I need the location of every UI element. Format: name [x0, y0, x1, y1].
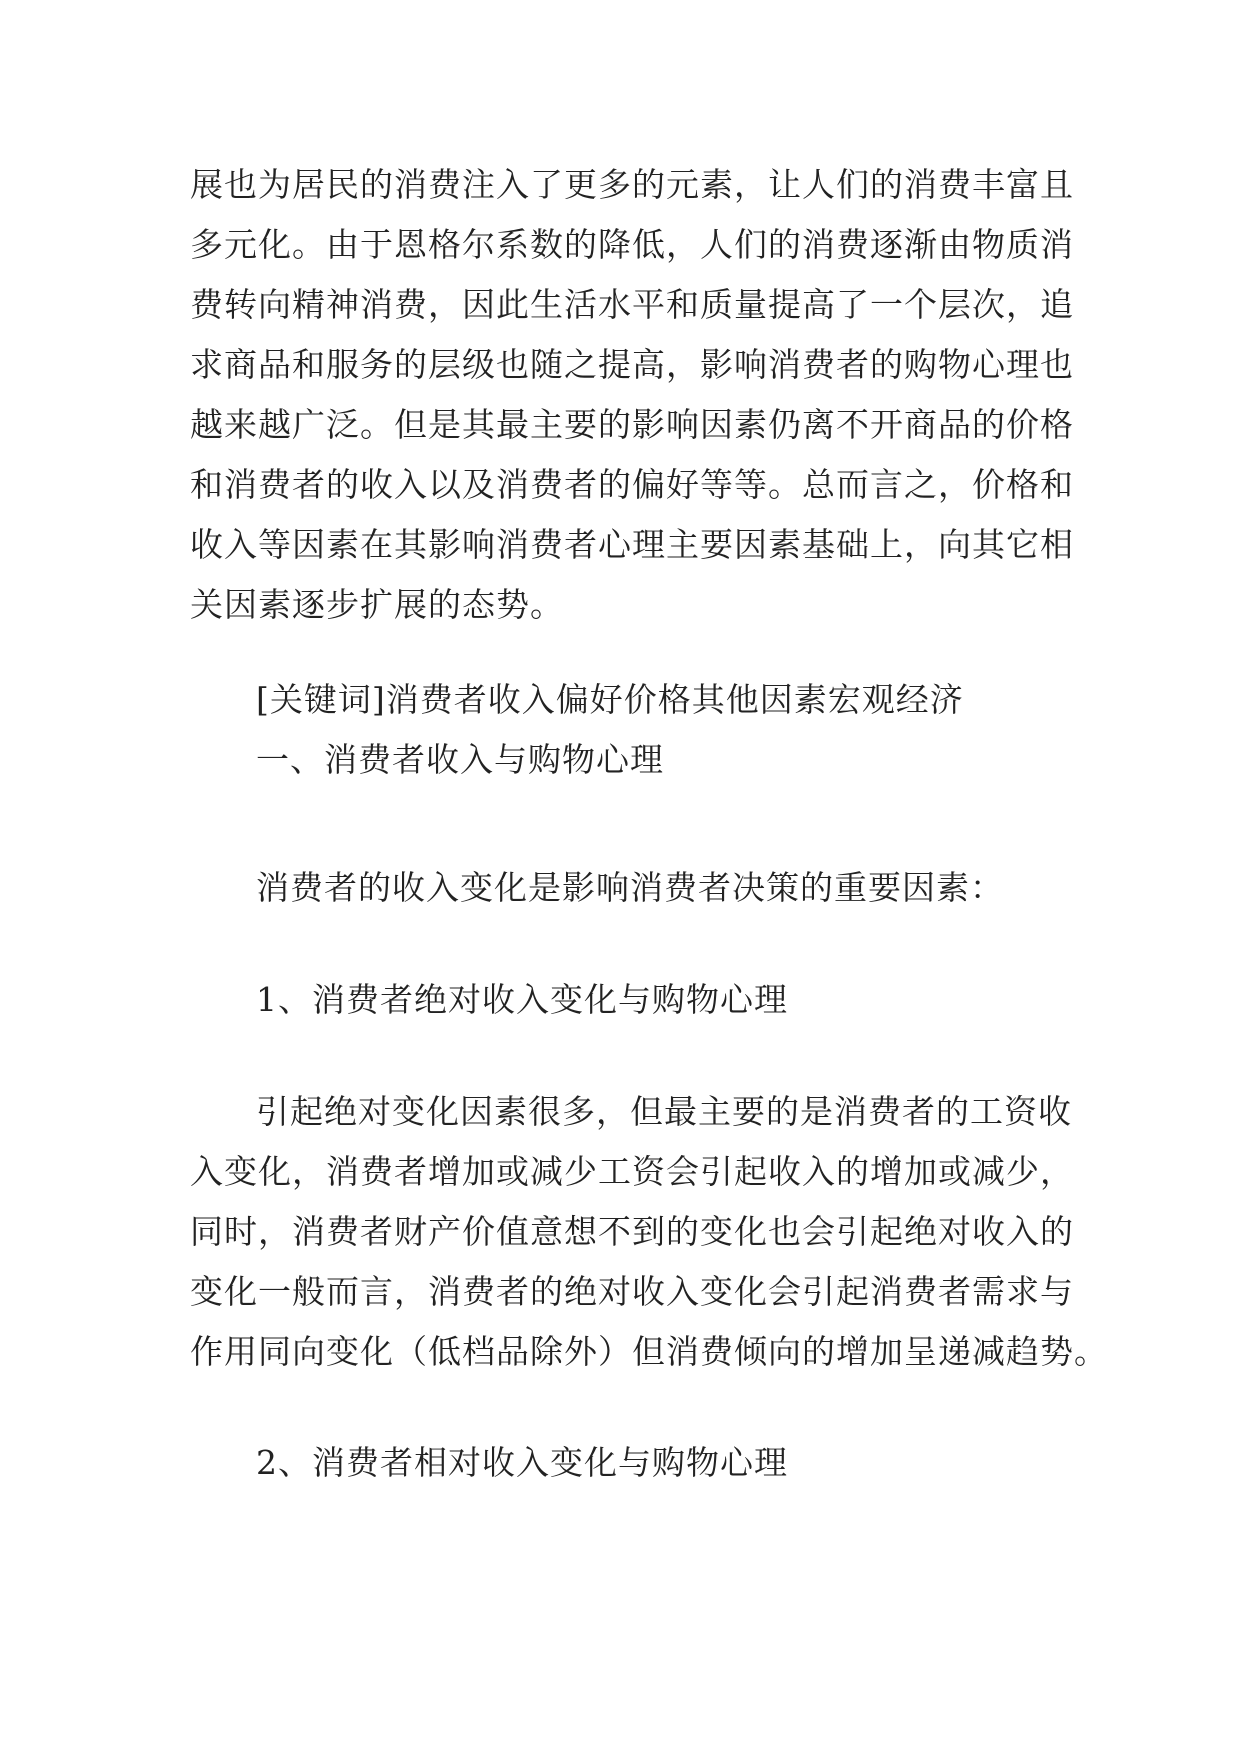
paragraph-line: 引起绝对变化因素很多，但最主要的是消费者的工资收	[256, 1092, 1072, 1131]
paragraph-line: 变化一般而言，消费者的绝对收入变化会引起消费者需求与	[190, 1272, 1074, 1311]
paragraph-line: 多元化。由于恩格尔系数的降低，人们的消费逐渐由物质消	[190, 225, 1074, 264]
intro-paragraph	[190, 155, 1074, 635]
section-1-intro	[190, 858, 1070, 918]
paragraph-line: 越来越广泛。但是其最主要的影响因素仍离不开商品的价格	[190, 405, 1074, 444]
keywords-block	[190, 670, 1070, 790]
subsection-1-title: 1、消费者绝对收入变化与购物心理	[256, 980, 788, 1019]
section-1-title: 一、消费者收入与购物心理	[256, 740, 664, 779]
paragraph-line: 同时，消费者财产价值意想不到的变化也会引起绝对收入的	[190, 1212, 1074, 1251]
subsection-1-heading	[190, 970, 1070, 1030]
paragraph-line: 展也为居民的消费注入了更多的元素，让人们的消费丰富且	[190, 165, 1074, 204]
section-1-intro-line: 消费者的收入变化是影响消费者决策的重要因素：	[256, 868, 1004, 907]
subsection-1-paragraph	[190, 1082, 1108, 1382]
paragraph-line: 入变化，消费者增加或减少工资会引起收入的增加或减少，	[190, 1152, 1074, 1191]
paragraph-line: 费转向精神消费，因此生活水平和质量提高了一个层次，追	[190, 285, 1074, 324]
paragraph-line: 收入等因素在其影响消费者心理主要因素基础上，向其它相	[190, 525, 1074, 564]
paragraph-line: 关因素逐步扩展的态势。	[190, 585, 564, 624]
subsection-2-heading	[190, 1433, 1070, 1493]
paragraph-line: 作用同向变化（低档品除外）但消费倾向的增加呈递减趋势。	[190, 1332, 1108, 1371]
paragraph-line: 和消费者的收入以及消费者的偏好等等。总而言之，价格和	[190, 465, 1074, 504]
keywords-line: [关键词]消费者收入偏好价格其他因素宏观经济	[256, 680, 964, 719]
subsection-2-title: 2、消费者相对收入变化与购物心理	[256, 1443, 788, 1482]
paragraph-line: 求商品和服务的层级也随之提高，影响消费者的购物心理也	[190, 345, 1074, 384]
